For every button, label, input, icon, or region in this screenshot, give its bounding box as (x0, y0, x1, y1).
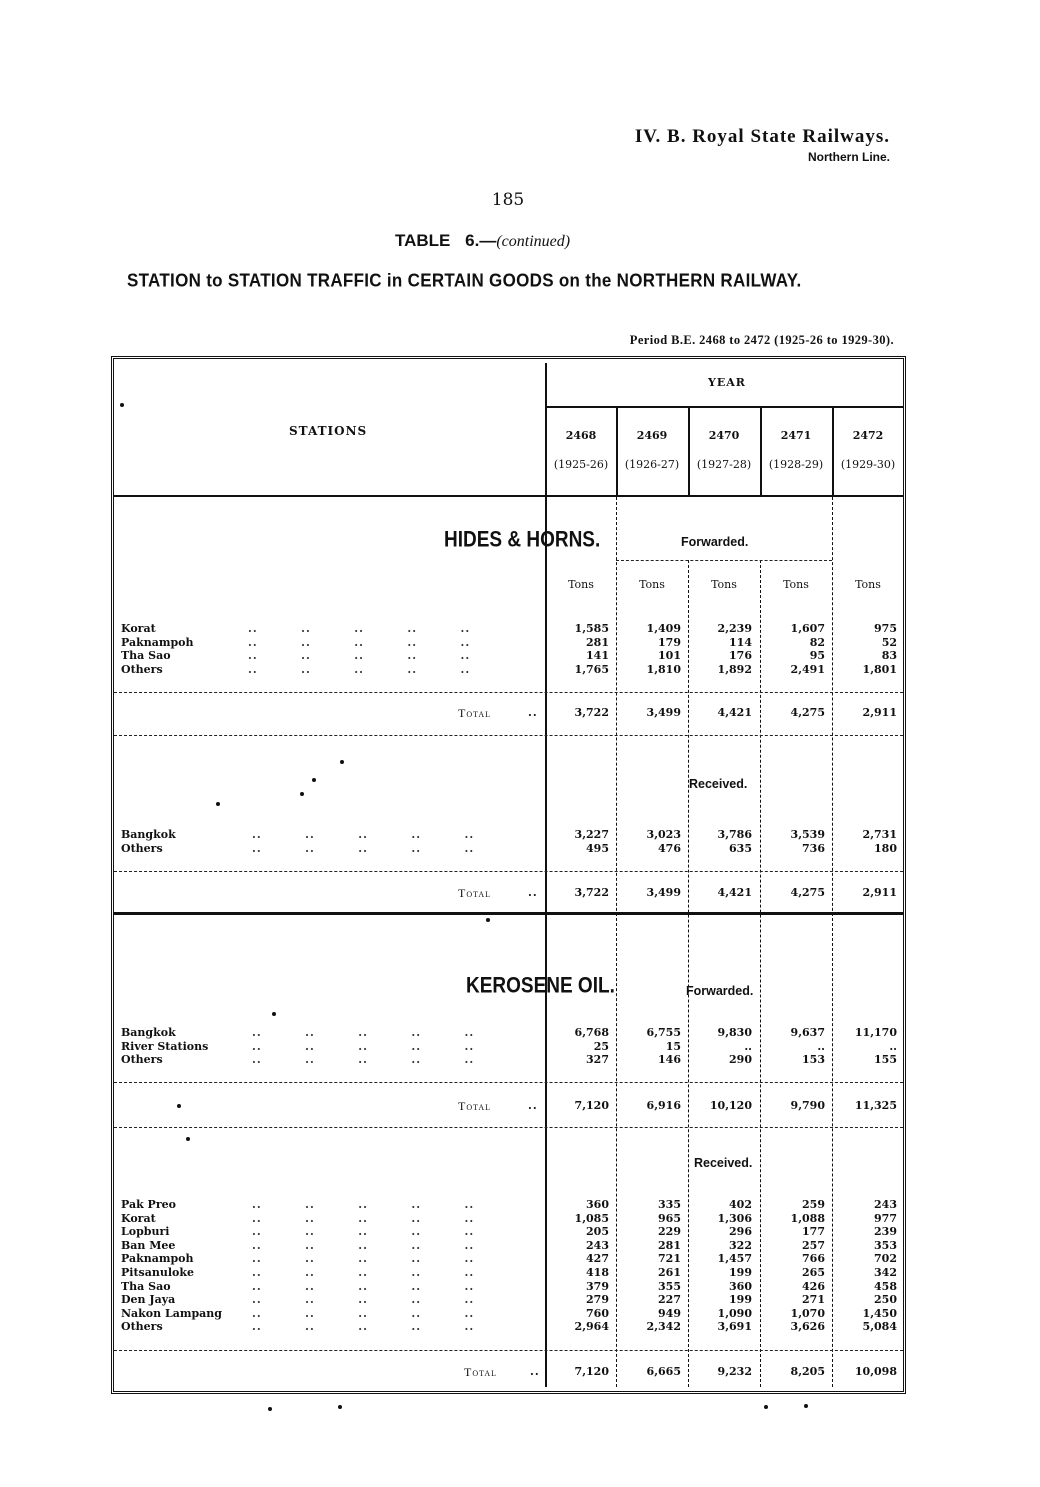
total-value: 4,275 (790, 706, 825, 719)
station-name: Tha Sao (121, 649, 171, 663)
hides-forwarded-label: Forwarded. (681, 535, 749, 549)
cell-value: 179 (658, 635, 681, 649)
cell-value: 1,457 (717, 1252, 752, 1266)
cell-value: 243 (586, 1238, 609, 1252)
station-name: Others (121, 1320, 163, 1334)
running-header-subtitle: Northern Line. (807, 150, 890, 164)
cell-value: 736 (802, 841, 825, 855)
cell-value: 290 (729, 1053, 752, 1067)
station-name: Tha Sao (121, 1279, 171, 1293)
value-column (557, 1198, 609, 1334)
running-header-title: IV. B. Royal State Railways. (634, 126, 890, 147)
cell-value: 353 (874, 1238, 897, 1252)
total-value: 2,911 (862, 886, 897, 899)
cell-value: 1,585 (574, 622, 609, 635)
cell-value: 95 (809, 649, 825, 663)
leader-dots: .. .. .. .. .. .. .. .. .. .. .. .. .. .. .. (252, 1026, 475, 1067)
col-rule-2 (688, 560, 689, 1387)
value-column (629, 1198, 681, 1334)
cell-value: 9,637 (790, 1026, 825, 1039)
cell-value: 281 (658, 1238, 681, 1252)
cell-value: 180 (874, 841, 897, 855)
cell-value: 1,810 (646, 662, 681, 676)
value-column (845, 622, 897, 676)
value-column (629, 622, 681, 676)
cell-value: 15 (665, 1039, 681, 1053)
row-rule (114, 1082, 903, 1083)
scan-speck (177, 1104, 181, 1108)
station-name: Nakon Lampang (121, 1306, 222, 1320)
cell-value: 3,227 (574, 828, 609, 841)
total-value: 10,120 (709, 1099, 752, 1112)
cell-value: 101 (658, 649, 681, 663)
unit-col-1: Tons (568, 578, 594, 591)
scan-speck (216, 802, 220, 806)
cell-value: 766 (802, 1252, 825, 1266)
scan-speck (340, 760, 344, 764)
cell-value: 379 (586, 1279, 609, 1293)
cell-value: 3,626 (790, 1320, 825, 1334)
total-value: 2,911 (862, 706, 897, 719)
cell-value: 257 (802, 1238, 825, 1252)
cell-value: .. (744, 1039, 752, 1053)
cell-value: 25 (593, 1039, 609, 1053)
scan-speck (120, 403, 124, 407)
col-rule-4 (832, 497, 833, 1387)
station-name: Bangkok (121, 828, 176, 841)
value-column (557, 828, 609, 855)
year-ce-1926: (1926-27) (624, 458, 680, 471)
row-rule (114, 692, 903, 693)
cell-value: 141 (586, 649, 609, 663)
value-column (845, 828, 897, 855)
leader-dots: .. .. .. .. .. .. .. .. .. .. .. .. .. .. .. .. .. .. .. .. (248, 622, 471, 676)
station-name: Pitsanuloke (121, 1265, 194, 1279)
total-value: 7,120 (574, 1365, 609, 1378)
cell-value: 176 (729, 649, 752, 663)
value-column (700, 622, 752, 676)
total-value: 7,120 (574, 1099, 609, 1112)
station-name: Korat (121, 1211, 156, 1225)
value-column (629, 828, 681, 855)
header-year-rule (545, 406, 903, 408)
value-column (629, 1026, 681, 1067)
cell-value: 9,830 (717, 1026, 752, 1039)
cell-value: .. (889, 1039, 897, 1053)
section-separator (114, 912, 903, 915)
cell-value: 702 (874, 1252, 897, 1266)
total-value: 6,665 (646, 1365, 681, 1378)
cell-value: 760 (586, 1306, 609, 1320)
cell-value: 360 (586, 1198, 609, 1211)
cell-value: 342 (874, 1265, 897, 1279)
page-title: STATION to STATION TRAFFIC in CERTAIN GOODS on the NORTHERN RAILWAY. (127, 270, 802, 291)
row-rule (114, 1350, 903, 1351)
cell-value: 243 (874, 1198, 897, 1211)
cell-value: 6,768 (574, 1026, 609, 1039)
cell-value: 229 (658, 1225, 681, 1239)
period-label: Period B.E. 2468 to 2472 (1925-26 to 1929-30). (629, 333, 894, 347)
table-row (121, 622, 194, 676)
year-ce-1925: (1925-26) (553, 458, 609, 471)
leader-dots: .. (528, 706, 538, 719)
header-col-rule-2 (688, 406, 690, 496)
cell-value: 1,085 (574, 1211, 609, 1225)
total-value: 3,499 (646, 706, 681, 719)
cell-value: 146 (658, 1053, 681, 1067)
total-value: 4,421 (717, 886, 752, 899)
station-name: Korat (121, 622, 156, 635)
cell-value: 495 (586, 841, 609, 855)
value-column (845, 1198, 897, 1334)
header-col-rule-1 (616, 406, 618, 496)
year-ce-1928: (1928-29) (768, 458, 824, 471)
station-name: River Stations (121, 1039, 209, 1053)
cell-value: 259 (802, 1198, 825, 1211)
station-name: Others (121, 1053, 163, 1067)
cell-value: 1,892 (717, 662, 752, 676)
value-column (700, 1026, 752, 1067)
total-value: 8,205 (790, 1365, 825, 1378)
scan-speck (338, 1405, 342, 1409)
cell-value: 2,491 (790, 662, 825, 676)
value-column (773, 828, 825, 855)
station-name: Ban Mee (121, 1238, 176, 1252)
cell-value: 3,786 (717, 828, 752, 841)
cell-value: 296 (729, 1225, 752, 1239)
running-header (635, 126, 890, 164)
value-column (557, 1026, 609, 1067)
cell-value: 2,342 (646, 1320, 681, 1334)
cell-value: 261 (658, 1265, 681, 1279)
station-name: Pak Preo (121, 1198, 176, 1211)
cell-value: 1,765 (574, 662, 609, 676)
cell-value: 52 (881, 635, 897, 649)
cell-value: 199 (729, 1293, 752, 1307)
cell-value: 426 (802, 1279, 825, 1293)
hides-received-label: Received. (689, 777, 748, 791)
total-value: 9,232 (717, 1365, 752, 1378)
scan-speck (804, 1404, 808, 1408)
leader-dots: .. (528, 1099, 538, 1112)
header-col-rule-4 (832, 406, 834, 496)
station-name: Paknampoh (121, 1252, 194, 1266)
col-rule-3 (760, 560, 761, 1387)
cell-value: 239 (874, 1225, 897, 1239)
station-name: Bangkok (121, 1026, 176, 1039)
value-column (700, 1198, 752, 1334)
total-label: Total (464, 1365, 498, 1379)
cell-value: 199 (729, 1265, 752, 1279)
value-column (845, 1026, 897, 1067)
cell-value: 114 (729, 635, 752, 649)
cell-value: 1,090 (717, 1306, 752, 1320)
total-value: 6,916 (646, 1099, 681, 1112)
year-2469: 2469 (636, 429, 668, 442)
cell-value: 265 (802, 1265, 825, 1279)
column-divider-stations (545, 363, 547, 1387)
station-name: Others (121, 841, 163, 855)
table-row (121, 1026, 208, 1067)
value-column (700, 828, 752, 855)
total-label: Total (458, 1099, 492, 1113)
scan-speck (268, 1407, 272, 1411)
cell-value: 949 (658, 1306, 681, 1320)
unit-col-3: Tons (711, 578, 737, 591)
unit-col-4: Tons (783, 578, 809, 591)
cell-value: 271 (802, 1293, 825, 1307)
cell-value: 1,409 (646, 622, 681, 635)
cell-value: 458 (874, 1279, 897, 1293)
cell-value: 635 (729, 841, 752, 855)
station-name: Others (121, 662, 163, 676)
cell-value: 977 (874, 1211, 897, 1225)
total-value: 10,098 (854, 1365, 897, 1378)
cell-value: 322 (729, 1238, 752, 1252)
table-row (121, 828, 176, 855)
cell-value: 476 (658, 841, 681, 855)
total-label: Total (458, 706, 492, 720)
cell-value: .. (817, 1039, 825, 1053)
scan-speck (300, 792, 304, 796)
cell-value: 2,964 (574, 1320, 609, 1334)
table-continued: (continued) (496, 233, 571, 250)
cell-value: 418 (586, 1265, 609, 1279)
cell-value: 335 (658, 1198, 681, 1211)
total-value: 4,275 (790, 886, 825, 899)
leader-dots: .. .. .. .. .. .. .. .. .. .. (252, 828, 475, 855)
table-label (395, 231, 570, 251)
year-ce-1929: (1929-30) (840, 458, 896, 471)
cell-value: 975 (874, 622, 897, 635)
total-value: 3,722 (574, 706, 609, 719)
page-number: 185 (491, 190, 525, 210)
station-name: Lopburi (121, 1225, 170, 1239)
station-name: Den Jaya (121, 1293, 176, 1307)
row-rule (114, 871, 903, 872)
year-2468: 2468 (565, 429, 597, 442)
value-column (773, 1026, 825, 1067)
row-rule (114, 1127, 903, 1128)
value-column (557, 622, 609, 676)
year-2470: 2470 (708, 429, 740, 442)
table-label-word: TABLE (395, 231, 451, 250)
cell-value: 155 (874, 1053, 897, 1067)
cell-value: 721 (658, 1252, 681, 1266)
cell-value: 360 (729, 1279, 752, 1293)
year-2472: 2472 (852, 429, 884, 442)
cell-value: 2,239 (717, 622, 752, 635)
table-number: 6.— (465, 231, 497, 250)
cell-value: 1,450 (862, 1306, 897, 1320)
row-rule (114, 735, 903, 736)
cell-value: 250 (874, 1293, 897, 1307)
cell-value: 1,607 (790, 622, 825, 635)
leader-dots: .. .. .. .. .. .. .. .. .. .. .. .. .. .. .. .. .. .. .. .. .. .. .. .. .. .. .. .. .. .. .. .. .. .. .. .. .. .. .. .. .. .. .. .. .. .. .. .. .. .. (252, 1198, 475, 1334)
cell-value: 1,070 (790, 1306, 825, 1320)
leader-dots: .. (530, 1365, 540, 1378)
year-ce-1927: (1927-28) (696, 458, 752, 471)
section-title-hides: HIDES & HORNS. (444, 528, 601, 553)
kerosene-received-label: Received. (694, 1156, 753, 1170)
total-label: Total (458, 886, 492, 900)
cell-value: 2,731 (862, 828, 897, 841)
cell-value: 3,023 (646, 828, 681, 841)
cell-value: 205 (586, 1225, 609, 1239)
scan-speck (486, 918, 490, 922)
section-title-kerosene: KEROSENE OIL. (466, 974, 615, 999)
cell-value: 11,170 (854, 1026, 897, 1039)
total-value: 3,499 (646, 886, 681, 899)
total-value: 4,421 (717, 706, 752, 719)
total-value: 9,790 (790, 1099, 825, 1112)
cell-value: 402 (729, 1198, 752, 1211)
cell-value: 1,088 (790, 1211, 825, 1225)
unit-col-2: Tons (639, 578, 665, 591)
scan-speck (272, 1012, 276, 1016)
cell-value: 355 (658, 1279, 681, 1293)
year-label: YEAR (708, 376, 746, 389)
header-bottom-rule (114, 495, 903, 497)
cell-value: 3,539 (790, 828, 825, 841)
leader-dots: .. (528, 886, 538, 899)
scan-speck (312, 778, 316, 782)
header-col-rule-3 (760, 406, 762, 496)
cell-value: 82 (809, 635, 825, 649)
cell-value: 279 (586, 1293, 609, 1307)
col-rule-1 (616, 497, 617, 1387)
cell-value: 281 (586, 635, 609, 649)
cell-value: 5,084 (862, 1320, 897, 1334)
cell-value: 83 (881, 649, 897, 663)
station-name: Paknampoh (121, 635, 194, 649)
cell-value: 3,691 (717, 1320, 752, 1334)
cell-value: 327 (586, 1053, 609, 1067)
scan-speck (764, 1405, 768, 1409)
cell-value: 177 (802, 1225, 825, 1239)
cell-value: 6,755 (646, 1026, 681, 1039)
scan-speck (186, 1137, 190, 1141)
cell-value: 1,801 (862, 662, 897, 676)
cell-value: 1,306 (717, 1211, 752, 1225)
value-column (773, 622, 825, 676)
cell-value: 427 (586, 1252, 609, 1266)
cell-value: 153 (802, 1053, 825, 1067)
kerosene-forwarded-label: Forwarded. (686, 984, 754, 998)
value-column (773, 1198, 825, 1334)
stations-label: STATIONS (289, 424, 368, 438)
cell-value: 965 (658, 1211, 681, 1225)
total-value: 11,325 (854, 1099, 897, 1112)
cell-value: 227 (658, 1293, 681, 1307)
unit-col-5: Tons (855, 578, 881, 591)
table-row (121, 1198, 222, 1334)
total-value: 3,722 (574, 886, 609, 899)
hides-subhead-rule (616, 560, 832, 561)
year-2471: 2471 (780, 429, 812, 442)
